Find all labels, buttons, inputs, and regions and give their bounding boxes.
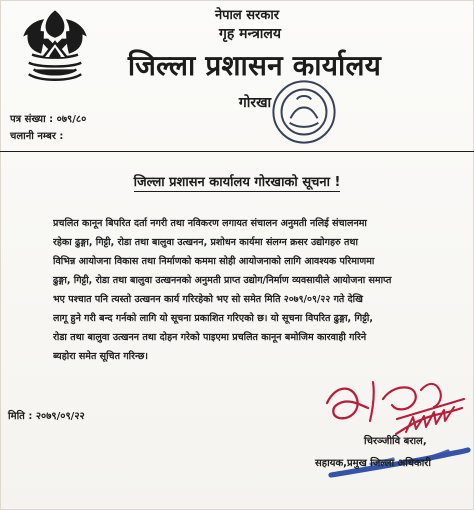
dispatch-number: चलानी नम्बर : [10,131,64,142]
signature-stamp-icon [313,360,473,500]
office-stamp-icon [259,67,349,157]
ministry-line: गृह मन्त्रालय [218,26,282,42]
reference-number: पत्र संख्या : ०७९/८० [10,114,87,125]
office-title: जिल्ला प्रशासन कार्यालय [127,49,382,82]
notice-line: भए पश्चात पनि त्यस्तो उत्खनन कार्य गरिरहेको भए सो समेत मिति २०७९/०९/२२ गते देखि [53,294,363,305]
notice-title-wrapper [0,172,474,192]
notice-line: ढुङ्गा, गिट्टी, रोडा तथा बालुवा उत्खननको अनुमती प्राप्त उद्योग/निर्माण व्यवसायीले आयोजना समाप्त [53,275,392,286]
header-divider [0,151,474,152]
notice-line: रोडा तथा बालुवा उत्खनन तथा दोहन गरेको पाइएमा प्रचलित कानून बमोजिम कारवाही गरिने [53,332,367,343]
notice-line: लागू हुने गरी बन्द गर्नको लागि यो सूचना प्रकाशित गरिएको छ। यो सूचना विपरित ढुङ्गा, गिट्टी, [53,313,373,324]
notice-body [53,214,445,366]
country-line: नेपाल सरकार [214,8,280,23]
signatory-title: सहायक,प्रमुख जिल्ला अधिकारी [315,458,431,469]
issue-date: मिति : २०७९/०९/२२ [8,411,85,422]
notice-line: ब्यहोरा समेत सूचित गरिन्छ। [53,351,148,362]
notice-line: विभिन्न आयोजना विकास तथा निर्माणको कममा सोही आयोजनाको लागि आवश्यक परिमाणमा [53,256,375,267]
district-line: गोरखा [238,95,272,111]
signatory-name: चिरञ्जीवि बराल, [364,436,427,447]
notice-title: जिल्ला प्रशासन कार्यालय गोरखाको सूचना ! [134,172,341,192]
notice-line: प्रचलित कानून बिपरित दर्ता नगरी तथा नविकरण लगायत संचालन अनुमती नलिई संचालनमा [53,218,367,229]
notice-line: रहेका ढुङ्गा, गिट्टी, रोडा तथा बालुवा उत्खनन, प्रशोधन कार्यमा संलग्न क्रसर उद्योगहरु तथा [53,237,358,248]
